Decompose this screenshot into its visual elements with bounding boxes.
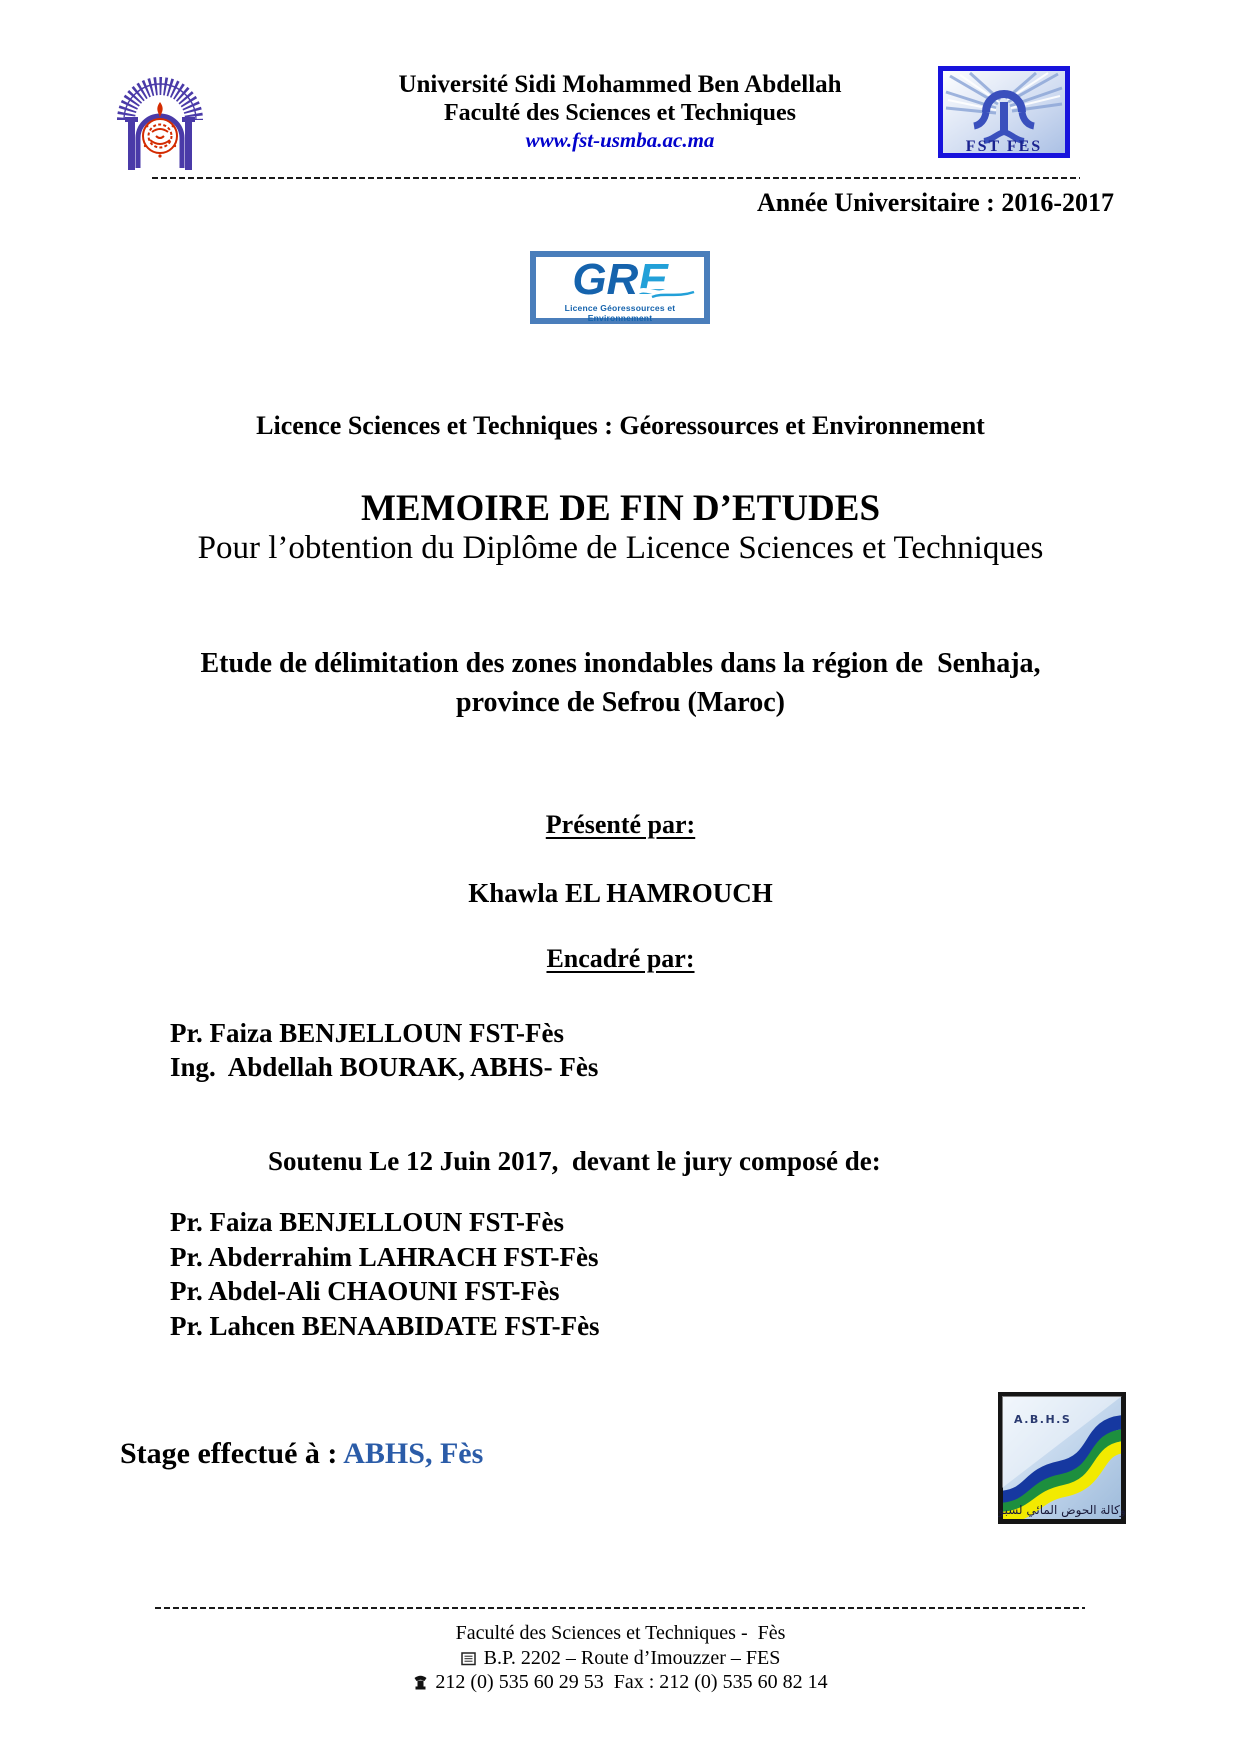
thesis-title-line1: Etude de délimitation des zones inondables dans la région de Senhaja, <box>200 648 1041 679</box>
header-divider <box>152 177 1080 179</box>
footer-address-line <box>0 1646 1241 1670</box>
footer-address: B.P. 2202 – Route d’Imouzzer – FES <box>483 1647 781 1669</box>
academic-year: Année Universitaire : 2016-2017 <box>757 188 1114 217</box>
fst-logo-caption: FST FES <box>965 138 1043 155</box>
university-logo <box>112 68 208 174</box>
abhs-logo <box>998 1392 1126 1524</box>
gre-logo <box>530 251 710 324</box>
supervised-by-label: Encadré par: <box>546 944 695 973</box>
memoir-subtitle: Pour l’obtention du Diplôme de Licence Sciences et Techniques <box>197 530 1044 566</box>
supervisor: Ing. Abdellah BOURAK, ABHS- Fès <box>170 1052 599 1082</box>
gre-wave-icon <box>634 283 698 301</box>
footer-faculty: Faculté des Sciences et Techniques - Fès <box>455 1622 786 1644</box>
jury-member: Pr. Faiza BENJELLOUN FST-Fès <box>170 1207 565 1237</box>
mail-icon <box>461 1652 477 1666</box>
footer-phone-line <box>0 1670 1241 1694</box>
phone-icon <box>413 1673 428 1690</box>
document-header <box>310 70 930 154</box>
presented-by-label: Présenté par: <box>545 810 696 839</box>
abhs-logo-arabic-name: وكالة الحوض المائي لسبو <box>998 1503 1126 1517</box>
header-faculty-name: Faculté des Sciences et Techniques <box>444 100 796 126</box>
footer-phone-fax: 212 (0) 535 60 29 53 Fax : 212 (0) 535 60 82 14 <box>435 1671 828 1693</box>
jury-list <box>170 1205 600 1343</box>
gre-logo-caption: Licence Géoressources et Environnement <box>564 303 676 323</box>
footer-divider <box>155 1607 1085 1609</box>
header-university-name: Université Sidi Mohammed Ben Abdellah <box>398 71 842 98</box>
supervisor: Pr. Faiza BENJELLOUN FST-Fès <box>170 1018 565 1048</box>
thesis-title-line2: province de Sefrou (Maroc) <box>456 687 785 718</box>
author-name: Khawla EL HAMROUCH <box>468 878 773 908</box>
defense-statement: Soutenu Le 12 Juin 2017, devant le jury composé de: <box>268 1146 881 1176</box>
gre-logo-acronym: GRE <box>572 255 668 304</box>
jury-member: Pr. Abdel-Ali CHAOUNI FST-Fès <box>170 1276 560 1306</box>
internship-label: Stage effectué à : <box>120 1437 344 1470</box>
header-website-link[interactable]: www.fst-usmba.ac.ma <box>525 128 715 152</box>
jury-member: Pr. Lahcen BENAABIDATE FST-Fès <box>170 1310 600 1341</box>
program-name: Licence Sciences et Techniques : Géoressources et Environnement <box>256 411 985 440</box>
internship-line <box>120 1437 483 1471</box>
fst-fes-logo <box>938 66 1070 158</box>
memoir-title: MEMOIRE DE FIN D’ETUDES <box>360 488 881 529</box>
abhs-logo-acronym: A.B.H.S <box>1014 1413 1072 1426</box>
jury-member: Pr. Abderrahim LAHRACH FST-Fès <box>170 1241 599 1272</box>
supervisors-list <box>170 1016 598 1084</box>
internship-organization: ABHS, Fès <box>343 1437 484 1470</box>
